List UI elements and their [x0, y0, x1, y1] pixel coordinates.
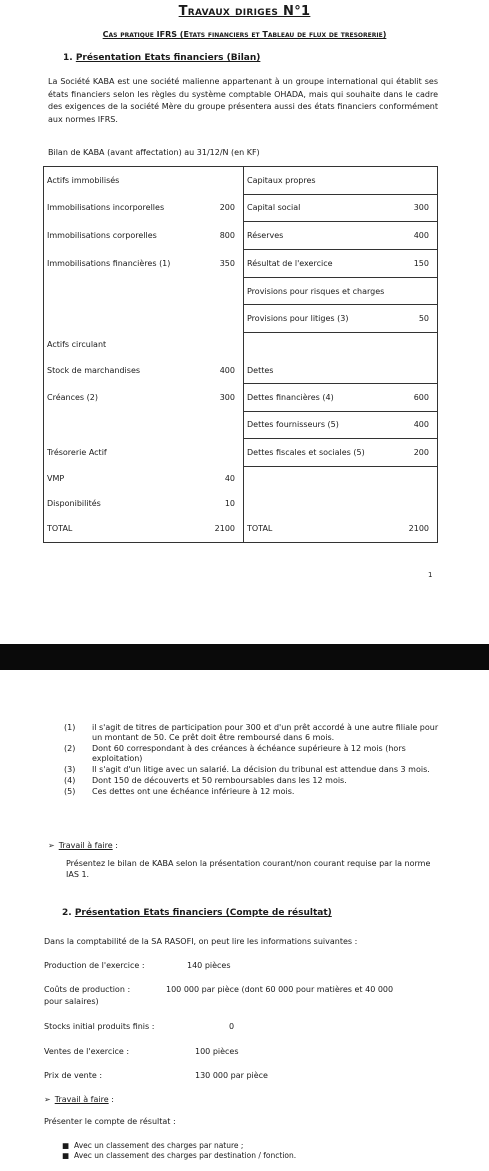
actif-value: 800: [219, 231, 235, 241]
passif-label: [244, 466, 394, 491]
actif-label: [44, 411, 194, 439]
passif-value: [394, 167, 438, 195]
footnote-text: il s'agit de titres de participation pour 300 et d'un prêt accordé à une autre filiale pour un montant de 50. Ce prêt doit être remboursé dans 6 mois.: [92, 723, 439, 742]
travail-1-instruction: Présentez le bilan de KABA selon la présentation courant/non courant requise par la norme IAS 1.: [66, 859, 431, 879]
bilan-row: [44, 411, 438, 439]
bilan-row: [44, 332, 438, 357]
actif-value: 10: [224, 499, 235, 509]
travail-label: Travail à faire: [58, 841, 113, 850]
passif-label: Dettes: [244, 357, 394, 383]
production-label: Production de l'exercice :: [44, 961, 145, 970]
section-1-title: Présentation Etats financiers (Bilan): [75, 53, 261, 63]
bullet-icon: ■: [62, 1151, 70, 1160]
travail-colon: :: [108, 1095, 114, 1104]
bilan-row: [44, 383, 438, 411]
section-1-number: 1.: [63, 53, 73, 63]
passif-value: 150: [394, 249, 438, 277]
bilan-row: [44, 278, 438, 304]
passif-label: Résultat de l'exercice: [244, 249, 394, 277]
actif-label: VMP: [47, 474, 65, 484]
footnote-item: [64, 723, 444, 743]
footnote-item: [64, 776, 444, 786]
bilan-row: [44, 305, 438, 333]
travail-heading-2: [44, 1095, 114, 1104]
actif-value: [194, 167, 244, 195]
actif-label: Immobilisations incorporelles: [47, 203, 165, 213]
section-2-heading: [62, 908, 332, 918]
bilan-row: [44, 541, 438, 543]
actif-label: Actifs immobilisés: [47, 176, 120, 186]
actif-label: Trésorerie Actif: [47, 448, 107, 458]
passif-value: 600: [394, 383, 438, 411]
actif-label: TOTAL: [47, 524, 73, 534]
ventes-label: Ventes de l'exercice :: [44, 1047, 130, 1056]
bilan-row: [44, 249, 438, 277]
passif-value: [394, 278, 438, 304]
bullet-text: Avec un classement des charges par nature ;: [74, 1141, 244, 1150]
actif-label: [44, 278, 194, 304]
actif-value: [194, 541, 244, 543]
ventes-value: 100 pièces: [195, 1047, 239, 1056]
passif-label: Capitaux propres: [244, 167, 394, 195]
section-2-number: 2.: [62, 908, 72, 918]
footnote-text: Il s'agit d'un litige avec un salarié. La décision du tribunal est attendue dans 3 mois.: [92, 765, 430, 774]
bilan-row: [44, 466, 438, 491]
actif-label: Immobilisations financières (1): [47, 258, 171, 268]
page-separator: [0, 644, 489, 670]
arrow-icon: ➢: [48, 841, 55, 850]
actif-label: Immobilisations corporelles: [47, 231, 157, 241]
page-title: Travaux diriges N°1: [178, 4, 311, 19]
footnote-text: Ces dettes ont une échéance inférieure à 12 mois.: [92, 787, 295, 796]
footnote-text: Dont 60 correspondant à des créances à échéance supérieure à 12 mois (hors exploitation): [92, 744, 406, 763]
passif-value: 300: [394, 194, 438, 222]
actif-value: [194, 278, 244, 304]
passif-value: [394, 332, 438, 357]
passif-label: Capital social: [244, 194, 394, 222]
bilan-row: [44, 222, 438, 250]
travail-heading-1: [48, 841, 118, 850]
bilan-row: [44, 491, 438, 516]
footnote-number: (3): [64, 765, 76, 774]
footnote-number: (5): [64, 787, 76, 796]
production-value: 140 pièces: [187, 961, 231, 970]
page-subtitle: Cas pratique IFRS (Etats financiers et Tableau de flux de tresorerie): [102, 30, 387, 39]
intro-paragraph: La Société KABA est une société malienne appartenant à un groupe international qui établit ses états financiers selon les règles du système comptable OHADA, mais qui souhaite dans le cadre des exigences de la société Mère du groupe présentera aussi des états financiers conformément aux normes IFRS.: [48, 77, 438, 124]
footnote-item: [64, 744, 444, 764]
passif-value: 2100: [408, 524, 429, 534]
actif-value: [194, 411, 244, 439]
actif-label: Créances (2): [47, 392, 98, 402]
couts-value: 100 000 par pièce (dont 60 000 pour matières et 40 000: [166, 985, 394, 994]
bullet-text: Avec un classement des charges par destination / fonction.: [74, 1151, 297, 1160]
footnote-item: [64, 765, 444, 775]
actif-value: [194, 332, 244, 357]
actif-label: [44, 541, 194, 543]
actif-value: 2100: [214, 524, 235, 534]
rasofi-intro: Dans la comptabilité de la SA RASOFI, on peut lire les informations suivantes :: [44, 937, 358, 946]
passif-value: 400: [394, 222, 438, 250]
bilan-row: [44, 357, 438, 383]
passif-label: Dettes financières (4): [244, 383, 394, 411]
footnote-number: (4): [64, 776, 76, 785]
couts-value-continued: pour salaires): [44, 997, 99, 1006]
footnote-item: [64, 787, 444, 797]
travail-colon: :: [112, 841, 118, 850]
passif-label: [244, 541, 394, 543]
passif-label: [244, 332, 394, 357]
passif-value: [394, 541, 438, 543]
bilan-row: [44, 194, 438, 222]
passif-value: [394, 491, 438, 516]
bilan-row: [44, 516, 438, 541]
bullet-item: [62, 1141, 296, 1151]
prix-label: Prix de vente :: [44, 1071, 103, 1080]
page-number: 1: [428, 571, 433, 579]
passif-label: Dettes fiscales et sociales (5): [244, 439, 394, 467]
couts-label: Coûts de production :: [44, 985, 131, 994]
actif-value: 40: [224, 474, 235, 484]
actif-value: 350: [219, 258, 235, 268]
actif-label: Actifs circulant: [47, 340, 107, 350]
actif-label: Disponibilités: [47, 499, 101, 509]
bilan-caption: Bilan de KABA (avant affectation) au 31/12/N (en KF): [48, 148, 260, 157]
bilan-row: [44, 439, 438, 467]
bilan-table: [43, 166, 438, 543]
actif-label: [44, 305, 194, 333]
stocks-value: 0: [229, 1022, 235, 1031]
passif-value: [394, 357, 438, 383]
stocks-label: Stocks initial produits finis :: [44, 1022, 155, 1031]
bullet-list: [62, 1141, 296, 1161]
passif-value: 50: [394, 305, 438, 333]
actif-value: 400: [219, 365, 235, 375]
actif-label: Stock de marchandises: [47, 365, 141, 375]
arrow-icon: ➢: [44, 1095, 51, 1104]
actif-value: [194, 439, 244, 467]
section-2-title: Présentation Etats financiers (Compte de résultat): [74, 908, 332, 918]
actif-value: 300: [219, 392, 235, 402]
passif-value: 200: [394, 439, 438, 467]
prix-value: 130 000 par pièce: [195, 1071, 268, 1080]
bilan-row: [44, 167, 438, 195]
footnotes-list: [64, 723, 444, 798]
bullet-item: [62, 1151, 296, 1161]
bullet-icon: ■: [62, 1141, 70, 1150]
passif-value: 400: [394, 411, 438, 439]
actif-value: [194, 305, 244, 333]
footnote-text: Dont 150 de découverts et 50 remboursables dans les 12 mois.: [92, 776, 347, 785]
passif-label: Provisions pour risques et charges: [244, 278, 394, 304]
footnote-number: (1): [64, 723, 76, 732]
actif-value: 200: [219, 203, 235, 213]
passif-label: [244, 491, 394, 516]
passif-value: [394, 466, 438, 491]
passif-label: Réserves: [244, 222, 394, 250]
travail-2-instruction: Présenter le compte de résultat :: [44, 1117, 176, 1126]
passif-label: TOTAL: [244, 516, 394, 541]
passif-label: Dettes fournisseurs (5): [244, 411, 394, 439]
passif-label: Provisions pour litiges (3): [244, 305, 394, 333]
section-1-heading: [63, 53, 260, 63]
travail-label: Travail à faire: [54, 1095, 109, 1104]
footnote-number: (2): [64, 744, 76, 753]
